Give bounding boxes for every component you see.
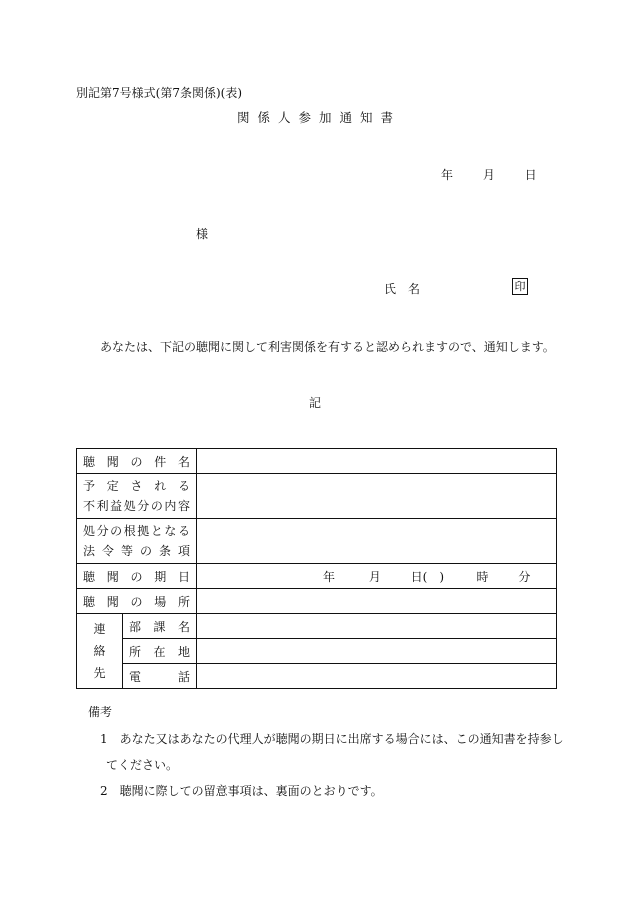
- disposition-label-line1: 予定される: [83, 479, 191, 493]
- body-text: あなたは、下記の聴聞に関して利害関係を有すると認められますので、通知します。: [100, 340, 555, 354]
- note-1-line-2: てください。: [106, 758, 179, 772]
- hearing-place-value: [197, 589, 557, 614]
- hearing-place-label: 聴聞の場所: [77, 589, 197, 614]
- hearing-info-table: [76, 448, 557, 689]
- basis-label-line1: 処分の根拠となる: [83, 524, 191, 538]
- hearing-date-minute: 分: [518, 569, 531, 584]
- hearing-date-hour: 時: [476, 569, 489, 584]
- contact-label-char3: 先: [93, 666, 106, 680]
- table-row: [77, 664, 557, 689]
- table-row: [77, 449, 557, 474]
- note-1-line-1: 1 あなた又はあなたの代理人が聴聞の期日に出席する場合には、この通知書を持参し: [100, 732, 564, 746]
- contact-phone-value: [197, 664, 557, 689]
- document-title: 関係人参加通知書: [236, 110, 401, 125]
- form-label: 別記第7号様式(第7条関係)(表): [76, 86, 242, 100]
- contact-label: [77, 614, 123, 689]
- ki-heading: 記: [308, 396, 321, 410]
- hearing-date-label: 聴聞の期日: [77, 564, 197, 589]
- date-year: 年: [441, 168, 454, 182]
- notes-heading: 備考: [88, 705, 113, 719]
- seal-mark: 印: [512, 278, 528, 295]
- date-line: [441, 166, 537, 183]
- disposition-value: [197, 474, 557, 519]
- contact-label-char1: 連: [93, 622, 106, 636]
- hearing-date-month: 月: [368, 569, 381, 584]
- addressee-suffix: 様: [196, 227, 209, 241]
- hearing-date-year: 年: [323, 569, 336, 584]
- table-row: [77, 474, 557, 519]
- contact-phone-label: 電 話: [123, 664, 197, 689]
- table-row: [77, 519, 557, 564]
- contact-address-label: 所在地: [123, 639, 197, 664]
- basis-value: [197, 519, 557, 564]
- table-row: [77, 639, 557, 664]
- note-2: 2 聴聞に際しての留意事項は、裏面のとおりです。: [100, 784, 383, 798]
- disposition-label: [77, 474, 197, 519]
- table-row: [77, 589, 557, 614]
- sender-name-label: 氏 名: [384, 282, 421, 296]
- contact-dept-label: 部課名: [123, 614, 197, 639]
- hearing-date-day: 日( ): [410, 569, 445, 584]
- date-month: 月: [482, 168, 495, 182]
- contact-label-char2: 絡: [93, 644, 106, 658]
- date-day: 日: [524, 168, 537, 182]
- disposition-label-line2: 不利益処分の内容: [83, 499, 191, 513]
- contact-dept-value: [197, 614, 557, 639]
- contact-address-value: [197, 639, 557, 664]
- basis-label-line2: 法令等の条項: [83, 544, 191, 558]
- table-row: [77, 564, 557, 589]
- hearing-date-value: [197, 564, 557, 589]
- subject-value: [197, 449, 557, 474]
- table-row: [77, 614, 557, 639]
- subject-label: 聴聞の件名: [77, 449, 197, 474]
- basis-label: [77, 519, 197, 564]
